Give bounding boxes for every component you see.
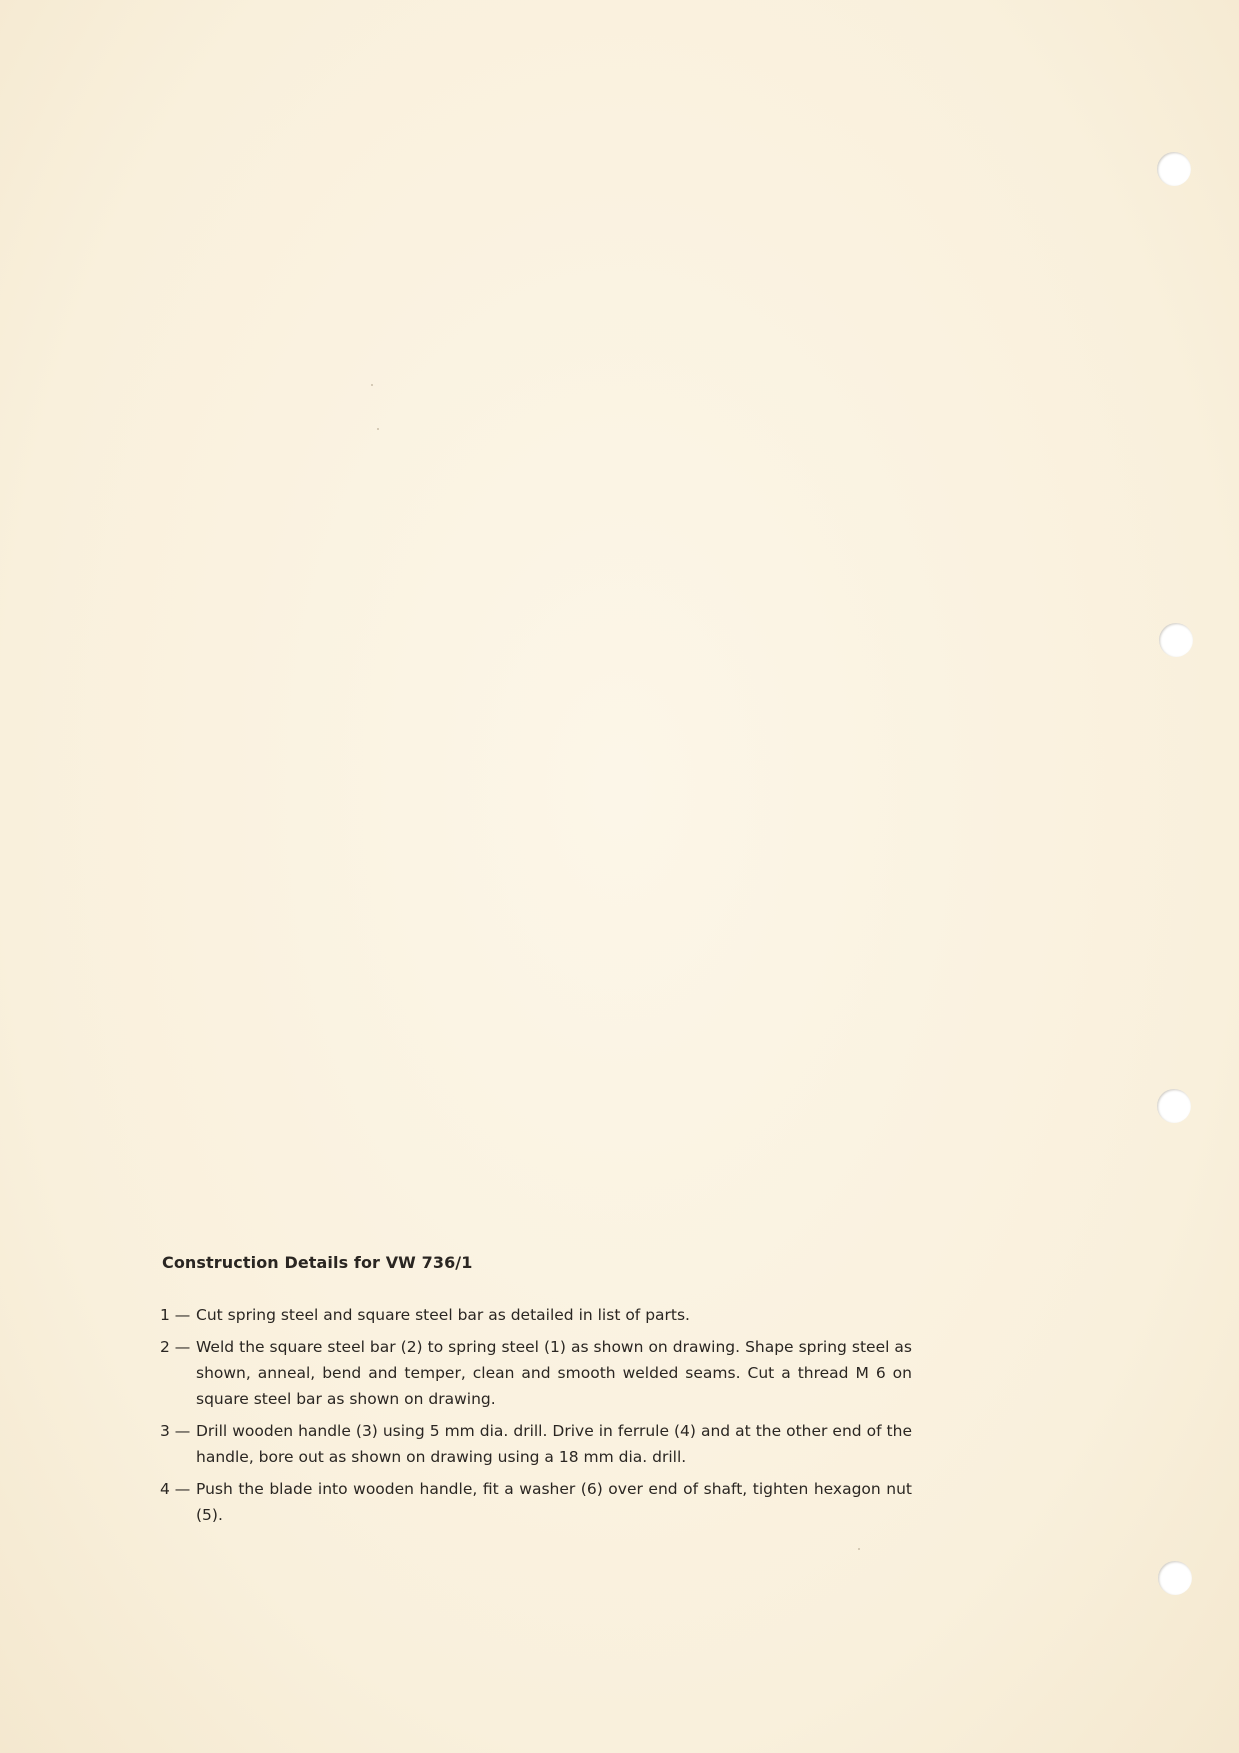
paper-speck (377, 428, 379, 430)
step-number: 3 — (160, 1422, 191, 1440)
step-item (160, 1334, 912, 1412)
punch-hole (1158, 1561, 1192, 1595)
step-number: 4 — (160, 1480, 191, 1498)
step-number: 2 — (160, 1338, 191, 1356)
section-title: Construction Details for VW 736/1 (162, 1253, 473, 1272)
step-item (160, 1476, 912, 1528)
paper-speck (371, 384, 373, 386)
step-text: Drill wooden handle (3) using 5 mm dia. drill. Drive in ferrule (4) and at the other end of the handle, bore out as shown on drawing using a 18 mm dia. drill. (196, 1422, 912, 1466)
punch-hole (1157, 1089, 1191, 1123)
step-text: Cut spring steel and square steel bar as detailed in list of parts. (196, 1306, 690, 1324)
step-text: Weld the square steel bar (2) to spring steel (1) as shown on drawing. Shape spring steel as shown, anneal, bend and temper, clean and smooth welded seams. Cut a thread M 6 on square steel bar as shown on drawing. (196, 1338, 912, 1408)
punch-hole (1157, 152, 1191, 186)
construction-steps (160, 1302, 912, 1534)
step-item (160, 1302, 912, 1328)
step-number: 1 — (160, 1306, 191, 1324)
step-item (160, 1418, 912, 1470)
punch-hole (1159, 623, 1193, 657)
step-text: Push the blade into wooden handle, fit a washer (6) over end of shaft, tighten hexagon nut (5). (196, 1480, 912, 1524)
paper-speck (858, 1548, 860, 1550)
